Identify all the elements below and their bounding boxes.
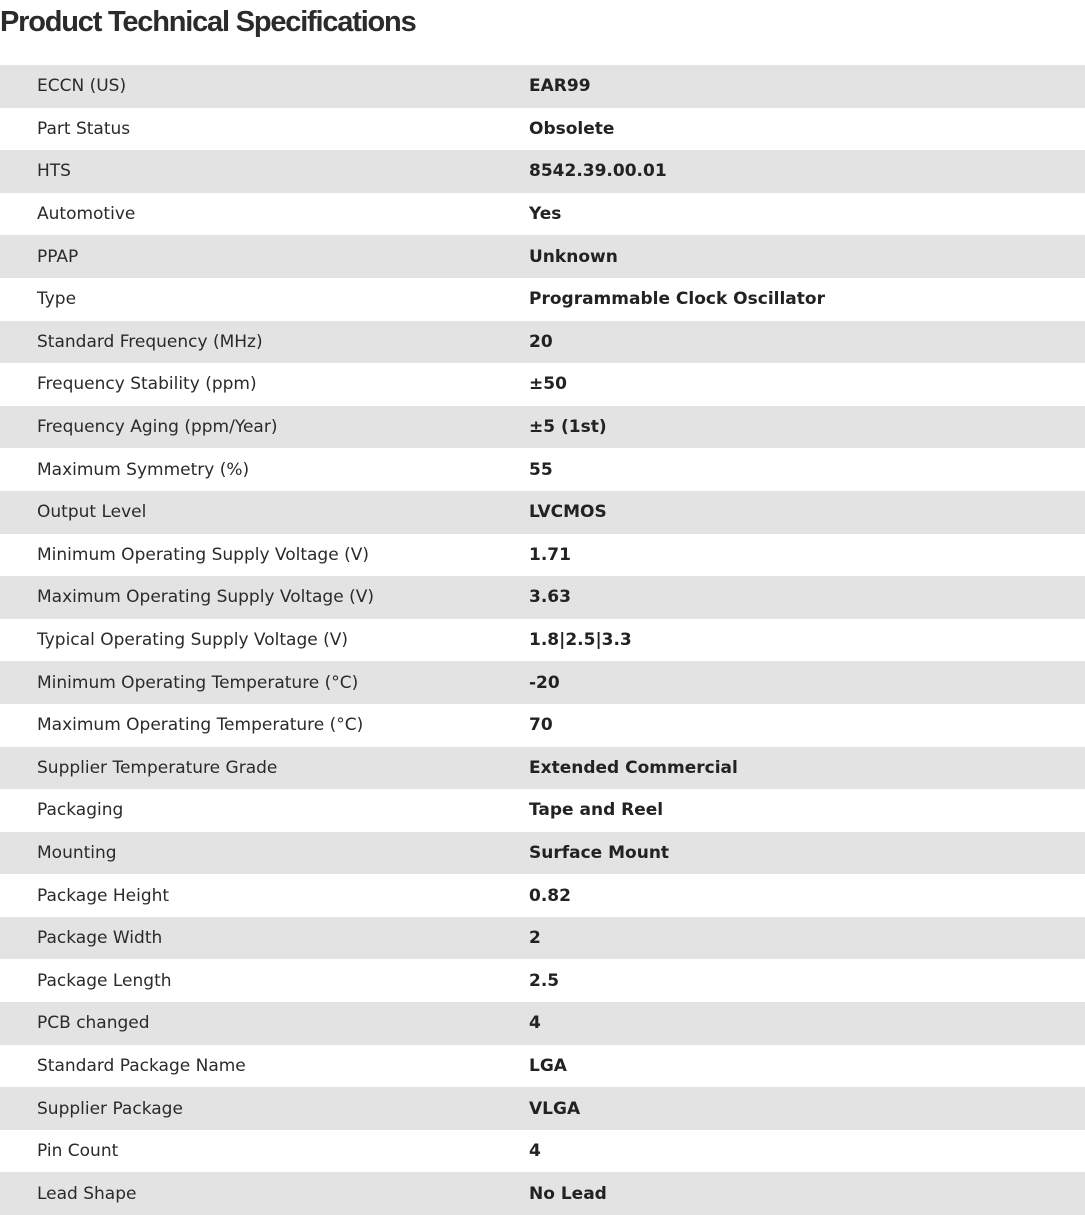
spec-label: Output Level	[37, 502, 147, 523]
spec-row-standard-package-name	[0, 1045, 1085, 1088]
spec-row-frequency-stability	[0, 363, 1085, 406]
spec-value: VLGA	[529, 1098, 581, 1119]
spec-label: Typical Operating Supply Voltage (V)	[37, 630, 348, 651]
spec-row-packaging	[0, 789, 1085, 832]
spec-label: Minimum Operating Supply Voltage (V)	[37, 544, 369, 565]
spec-label: Package Width	[37, 928, 163, 949]
spec-label: Frequency Stability (ppm)	[37, 374, 257, 395]
spec-label: PCB changed	[37, 1013, 150, 1034]
spec-label: HTS	[37, 161, 71, 182]
spec-value: -20	[529, 672, 560, 693]
spec-row-maximum-symmetry	[0, 448, 1085, 491]
spec-row-typical-supply-voltage	[0, 619, 1085, 662]
spec-label: Lead Shape	[37, 1183, 137, 1204]
spec-row-max-supply-voltage	[0, 576, 1085, 619]
spec-value: No Lead	[529, 1183, 607, 1204]
spec-value: EAR99	[529, 76, 591, 97]
spec-value: 4	[529, 1013, 541, 1034]
spec-label: PPAP	[37, 246, 79, 267]
spec-value: Obsolete	[529, 118, 615, 139]
spec-value: 20	[529, 331, 553, 352]
spec-row-part-status	[0, 108, 1085, 151]
spec-value: 55	[529, 459, 553, 480]
spec-label: Package Height	[37, 885, 170, 906]
spec-value: 2	[529, 928, 541, 949]
spec-row-min-supply-voltage	[0, 534, 1085, 577]
spec-label: Minimum Operating Temperature (°C)	[37, 672, 359, 693]
spec-value: ±50	[529, 374, 567, 395]
spec-value: 1.8|2.5|3.3	[529, 630, 632, 651]
spec-label: Automotive	[37, 204, 136, 225]
spec-value: 4	[529, 1141, 541, 1162]
spec-value: 2.5	[529, 970, 560, 991]
spec-value: 8542.39.00.01	[529, 161, 667, 182]
spec-label: Mounting	[37, 842, 117, 863]
spec-row-min-operating-temp	[0, 661, 1085, 704]
spec-value: LGA	[529, 1055, 567, 1076]
spec-label: Maximum Operating Temperature (°C)	[37, 715, 364, 736]
spec-label: Standard Frequency (MHz)	[37, 331, 263, 352]
spec-label: Standard Package Name	[37, 1055, 246, 1076]
spec-row-frequency-aging	[0, 406, 1085, 449]
spec-row-pin-count	[0, 1130, 1085, 1173]
page-title: Product Technical Specifications	[0, 6, 416, 38]
spec-row-package-width	[0, 917, 1085, 960]
spec-row-standard-frequency	[0, 321, 1085, 364]
spec-value: ±5 (1st)	[529, 417, 607, 438]
spec-value: Yes	[529, 204, 562, 225]
spec-value: Unknown	[529, 246, 618, 267]
spec-label: ECCN (US)	[37, 76, 127, 97]
spec-label: Frequency Aging (ppm/Year)	[37, 417, 278, 438]
spec-label: Type	[37, 289, 77, 310]
spec-row-mounting	[0, 832, 1085, 875]
spec-value: Surface Mount	[529, 842, 670, 863]
spec-value: 3.63	[529, 587, 571, 608]
spec-label: Package Length	[37, 970, 172, 991]
spec-row-type	[0, 278, 1085, 321]
spec-row-eccn	[0, 65, 1085, 108]
spec-row-lead-shape	[0, 1172, 1085, 1215]
spec-row-package-height	[0, 874, 1085, 917]
spec-label: Part Status	[37, 118, 131, 139]
spec-label: Maximum Operating Supply Voltage (V)	[37, 587, 374, 608]
spec-label: Supplier Temperature Grade	[37, 757, 278, 778]
spec-row-output-level	[0, 491, 1085, 534]
spec-row-max-operating-temp	[0, 704, 1085, 747]
spec-label: Supplier Package	[37, 1098, 183, 1119]
spec-row-supplier-package	[0, 1087, 1085, 1130]
spec-row-package-length	[0, 959, 1085, 1002]
spec-value: 1.71	[529, 544, 571, 565]
spec-row-hts	[0, 150, 1085, 193]
spec-label: Maximum Symmetry (%)	[37, 459, 250, 480]
spec-value: Tape and Reel	[529, 800, 664, 821]
spec-row-automotive	[0, 193, 1085, 236]
spec-table	[0, 65, 1085, 1215]
spec-row-supplier-temp-grade	[0, 747, 1085, 790]
spec-value: Extended Commercial	[529, 757, 738, 778]
spec-value: 0.82	[529, 885, 571, 906]
spec-row-pcb-changed	[0, 1002, 1085, 1045]
spec-label: Pin Count	[37, 1141, 119, 1162]
spec-value: 70	[529, 715, 553, 736]
spec-label: Packaging	[37, 800, 124, 821]
spec-value: LVCMOS	[529, 502, 607, 523]
spec-value: Programmable Clock Oscillator	[529, 289, 825, 310]
spec-row-ppap	[0, 235, 1085, 278]
